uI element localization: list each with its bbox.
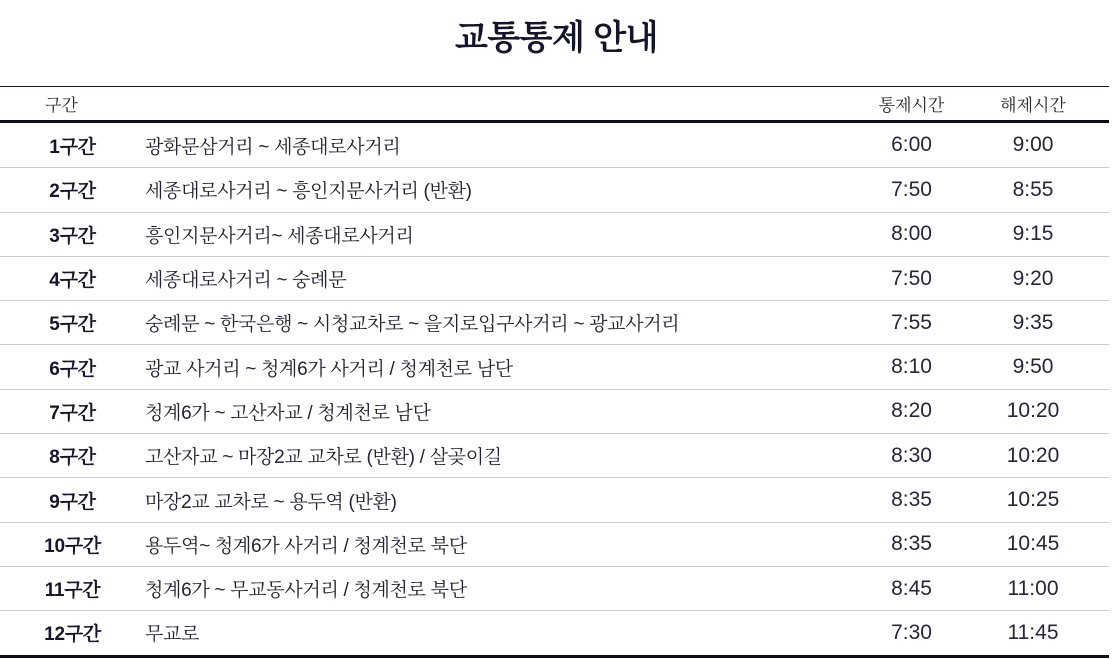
table-row bbox=[0, 433, 1109, 477]
release-time: 9:20 bbox=[1012, 266, 1054, 290]
table-row bbox=[0, 344, 1109, 388]
table-row bbox=[0, 477, 1109, 521]
header-release-time: 해제시간 bbox=[1000, 96, 1066, 115]
page-title: 교통통제 안내 bbox=[454, 19, 658, 57]
control-time: 8:10 bbox=[891, 355, 932, 379]
table-row bbox=[0, 389, 1109, 433]
control-time: 6:00 bbox=[891, 133, 932, 157]
route-description: 무교로 bbox=[145, 624, 200, 646]
section-label: 7구간 bbox=[49, 402, 96, 424]
header-section: 구간 bbox=[45, 96, 78, 115]
route-description: 광화문삼거리 ~ 세종대로사거리 bbox=[145, 136, 401, 158]
header-control-time: 통제시간 bbox=[878, 96, 945, 115]
release-time: 10:20 bbox=[1006, 399, 1060, 423]
route-description: 용두역~ 청계6가 사거리 / 청계천로 북단 bbox=[145, 535, 467, 557]
route-description: 세종대로사거리 ~ 흥인지문사거리 (반환) bbox=[145, 181, 472, 203]
table-row bbox=[0, 610, 1109, 654]
release-time: 10:25 bbox=[1006, 488, 1060, 512]
control-time: 8:35 bbox=[891, 488, 932, 512]
control-time: 8:35 bbox=[891, 532, 932, 556]
table-row bbox=[0, 566, 1109, 610]
control-time: 7:55 bbox=[891, 310, 932, 334]
table-row bbox=[0, 123, 1109, 167]
section-label: 5구간 bbox=[49, 314, 96, 336]
control-time: 7:30 bbox=[891, 620, 932, 644]
release-time: 9:50 bbox=[1012, 355, 1054, 379]
route-description: 흥인지문사거리~ 세종대로사거리 bbox=[145, 225, 414, 247]
route-description: 세종대로사거리 ~ 숭례문 bbox=[145, 270, 347, 292]
control-time: 8:20 bbox=[891, 399, 932, 423]
release-time: 11:45 bbox=[1007, 620, 1059, 644]
section-label: 10구간 bbox=[44, 535, 101, 557]
table-row bbox=[0, 256, 1109, 300]
section-label: 3구간 bbox=[49, 225, 96, 247]
section-label: 9구간 bbox=[49, 491, 96, 513]
route-description: 광교 사거리 ~ 청계6가 사거리 / 청계천로 남단 bbox=[145, 358, 513, 380]
section-label: 6구간 bbox=[49, 358, 96, 380]
control-time: 8:45 bbox=[891, 576, 932, 600]
release-time: 9:15 bbox=[1012, 222, 1054, 246]
control-time: 8:00 bbox=[891, 222, 932, 246]
traffic-control-table bbox=[0, 86, 1109, 658]
release-time: 10:45 bbox=[1006, 532, 1060, 556]
table-row bbox=[0, 300, 1109, 344]
release-time: 10:20 bbox=[1006, 443, 1060, 467]
table-row bbox=[0, 522, 1109, 566]
release-time: 9:35 bbox=[1012, 310, 1054, 334]
control-time: 8:30 bbox=[891, 443, 932, 467]
section-label: 8구간 bbox=[49, 447, 96, 469]
route-description: 고산자교 ~ 마장2교 교차로 (반환) / 살곶이길 bbox=[145, 447, 502, 469]
route-description: 마장2교 교차로 ~ 용두역 (반환) bbox=[145, 491, 397, 513]
table-header-row bbox=[0, 86, 1109, 123]
control-time: 7:50 bbox=[891, 177, 932, 201]
section-label: 4구간 bbox=[49, 270, 96, 292]
route-description: 청계6가 ~ 무교동사거리 / 청계천로 북단 bbox=[145, 580, 467, 602]
route-description: 숭례문 ~ 한국은행 ~ 시청교차로 ~ 을지로입구사거리 ~ 광교사거리 bbox=[145, 314, 680, 336]
section-label: 2구간 bbox=[49, 181, 96, 203]
release-time: 11:00 bbox=[1007, 576, 1059, 600]
control-time: 7:50 bbox=[891, 266, 932, 290]
section-label: 11구간 bbox=[44, 580, 101, 602]
section-label: 1구간 bbox=[49, 136, 96, 158]
table-row bbox=[0, 167, 1109, 211]
route-description: 청계6가 ~ 고산자교 / 청계천로 남단 bbox=[145, 402, 431, 424]
release-time: 8:55 bbox=[1012, 177, 1054, 201]
release-time: 9:00 bbox=[1012, 133, 1054, 157]
table-row bbox=[0, 212, 1109, 256]
section-label: 12구간 bbox=[44, 624, 101, 646]
